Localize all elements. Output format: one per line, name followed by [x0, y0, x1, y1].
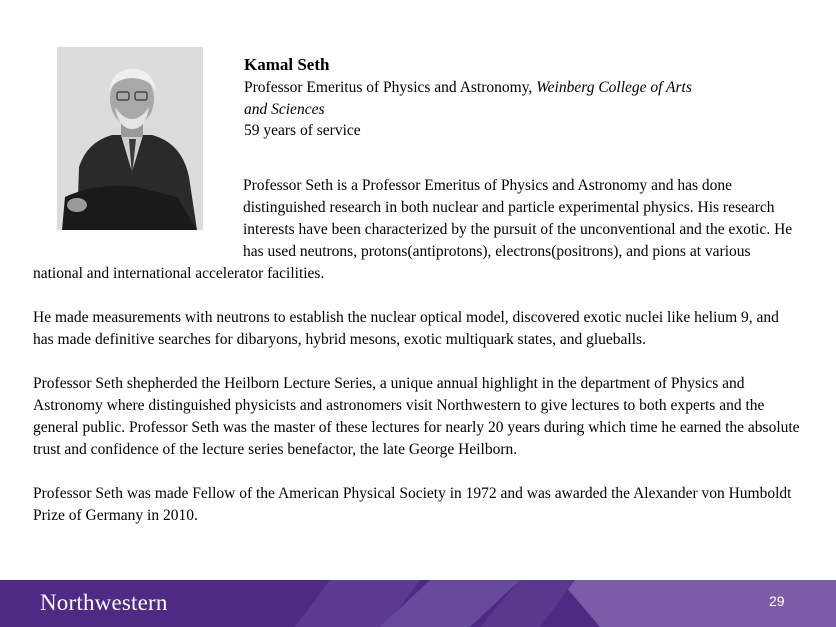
person-title — [244, 77, 704, 121]
bio-paragraph-3: Professor Seth shepherded the Heilborn Lecture Series, a unique annual highlight in the department of Physics and Astronomy where distinguished physicists and astronomers visit Northwestern to give lectures to both experts and the general public. Professor Seth was the master of these lectures for nearly 20 years during which time he earned the absolute trust and confidence of the lecture series benefactor, the late George Heilborn. — [33, 375, 800, 458]
northwestern-logo: Northwestern — [40, 590, 168, 615]
title-college: Weinberg College of Arts and Sciences — [244, 79, 692, 118]
bio-paragraph-2: He made measurements with neutrons to establish the nuclear optical model, discovered exotic nuclei like helium 9, and has made definitive searches for dibaryons, hybrid mesons, exotic multiquark states, and glueballs. — [33, 309, 779, 348]
person-name: Kamal Seth — [244, 55, 330, 74]
text-wrap-spacer — [33, 175, 243, 263]
biography — [33, 175, 803, 549]
years-of-service: 59 years of service — [244, 122, 361, 139]
bio-paragraph-1: Professor Seth is a Professor Emeritus of Physics and Astronomy and has done distinguished research in both nuclear and particle experimental physics. His research interests have been characterized by the pursuit of the unconventional and the exotic. He has used neutrons, protons(antiprotons), electrons(positrons), and pions at various national and international accelerator facilities. — [33, 177, 793, 282]
page-number: 29 — [769, 593, 785, 609]
title-position: Professor Emeritus of Physics and Astronomy, — [244, 79, 537, 96]
bio-paragraph-4: Professor Seth was made Fellow of the American Physical Society in 1972 and was awarded the Alexander von Humboldt Prize of Germany in 2010. — [33, 485, 792, 524]
